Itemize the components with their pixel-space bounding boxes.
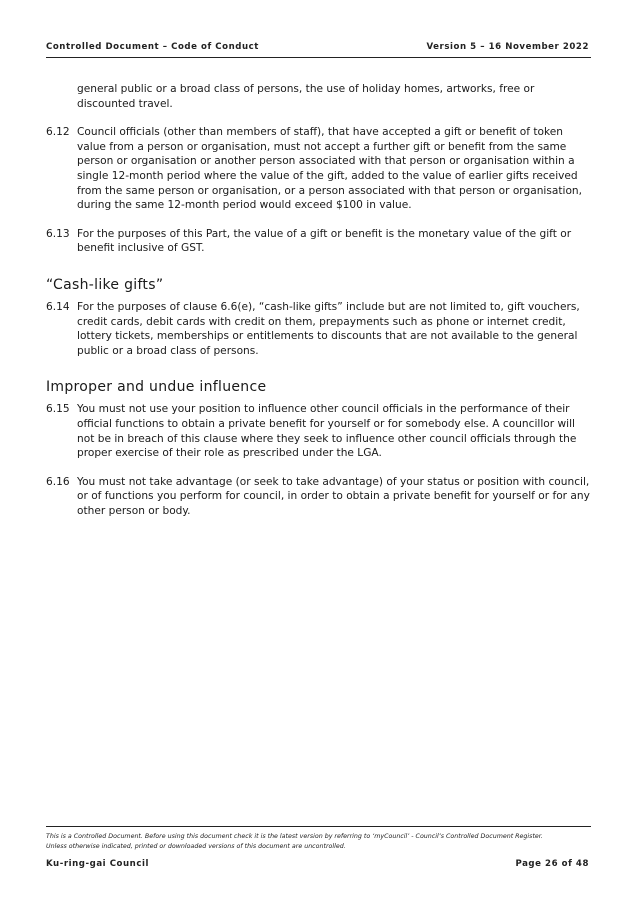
footer-bottom-row — [46, 859, 591, 873]
clause-number: 6.16 — [46, 475, 70, 488]
clause-6-13 — [46, 227, 594, 256]
page-header — [46, 40, 591, 58]
controlled-document-note — [46, 832, 591, 851]
clause-text: You must not take advantage (or seek to take advantage) of your status or position with council, or of functions you perform for council, in order to obtain a private benefit for yourself or for any other person or body. — [77, 475, 590, 517]
footer-note-line-1: This is a Controlled Document. Before using this document check it is the latest version by referring to ‘myCouncil’ - Council’s Controlled Document Register. — [46, 833, 543, 840]
page-number: Page 26 of 48 — [515, 859, 589, 870]
heading-improper-influence: Improper and undue influence — [46, 379, 267, 396]
footer-organisation: Ku-ring-gai Council — [46, 859, 149, 870]
header-version: Version 5 – 16 November 2022 — [426, 42, 589, 52]
header-document-title: Controlled Document – Code of Conduct — [46, 42, 259, 52]
clause-6-12 — [46, 125, 594, 213]
clause-number: 6.14 — [46, 300, 70, 313]
clause-number: 6.12 — [46, 126, 70, 139]
clause-number: 6.13 — [46, 227, 70, 240]
clause-6-15 — [46, 402, 594, 460]
continued-paragraph: general public or a broad class of persons, the use of holiday homes, artworks, free or discounted travel. — [77, 83, 535, 110]
document-body — [46, 82, 594, 518]
clause-6-14 — [46, 300, 594, 358]
clause-text: For the purposes of this Part, the value of a gift or benefit is the monetary value of the gift or benefit inclusive of GST. — [77, 227, 572, 255]
clause-number: 6.15 — [46, 403, 70, 416]
heading-cash-like-gifts: “Cash-like gifts” — [46, 276, 164, 293]
clause-text: For the purposes of clause 6.6(e), “cash-like gifts” include but are not limited to, gift vouchers, credit cards, debit cards with credit on them, prepayments such as phone or internet credit, lottery tickets, memberships or entitlements to discounts that are not available to the general public or a broad class of persons. — [77, 300, 580, 357]
page-footer — [46, 826, 591, 873]
clause-text: You must not use your position to influence other council officials in the performance of their official functions to obtain a private benefit for yourself or for somebody else. A councillor will not be in breach of this clause where they seek to influence other council officials through the proper exercise of their role as prescribed under the LGA. — [77, 403, 577, 460]
clause-text: Council officials (other than members of staff), that have accepted a gift or benefit of token value from a person or organisation, must not accept a further gift or benefit from the same person or organisation or another person associated with that person or organisation within a single 12-month period where the value of the gift, added to the value of earlier gifts received from the same person or organisation, or a person associated with that person or organisation, during the same 12-month period would exceed $100 in value. — [77, 126, 583, 212]
clause-6-16 — [46, 475, 594, 519]
footer-note-line-2: Unless otherwise indicated, printed or downloaded versions of this document are uncontrolled. — [46, 842, 346, 850]
